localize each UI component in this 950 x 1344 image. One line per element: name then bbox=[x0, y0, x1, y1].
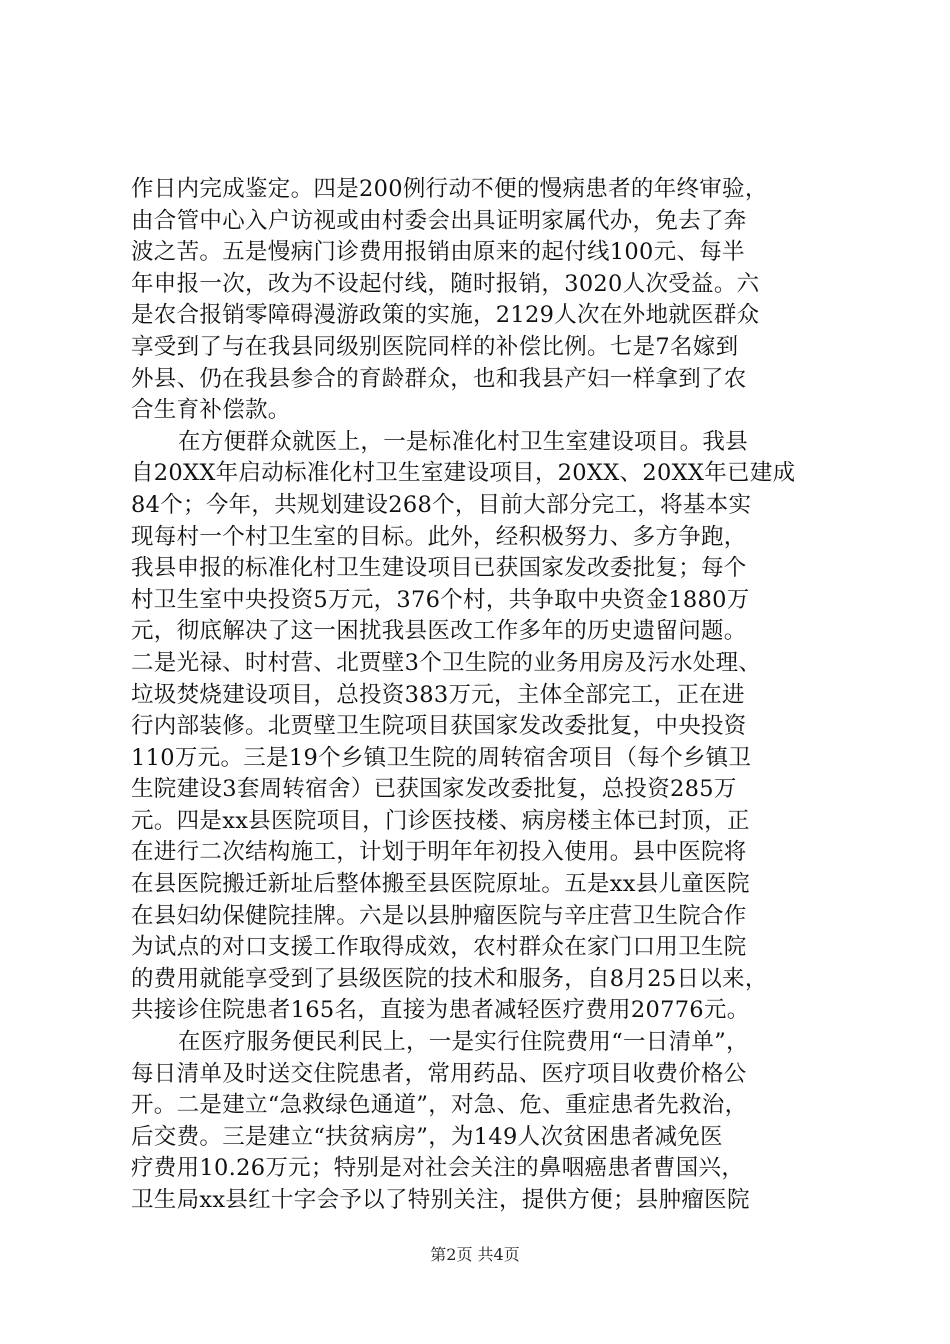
text-line: 合生育补偿款。 bbox=[131, 397, 291, 424]
text-line: 村卫生室中央投资5万元，376个村，共争取中央资金1880万 bbox=[131, 586, 750, 613]
text-line: 84个；今年，共规划建设268个，目前大部分完工，将基本实 bbox=[131, 491, 752, 518]
text-line: 共接诊住院患者165名，直接为患者减轻医疗费用20776元。 bbox=[131, 997, 750, 1024]
text-line: 在方便群众就医上，一是标准化村卫生室建设项目。我县 bbox=[178, 428, 749, 455]
text-line: 由合管中心入户访视或由村委会出具证明家属代办，免去了奔 bbox=[131, 207, 747, 234]
text-line: 在医疗服务便民利民上，一是实行住院费用“一日清单”， bbox=[178, 1029, 749, 1056]
text-line: 卫生局xx县红十字会予以了特别关注，提供方便；县肿瘤医院 bbox=[131, 1187, 750, 1213]
text-line: 作日内完成鉴定。四是200例行动不便的慢病患者的年终审验， bbox=[131, 176, 768, 202]
text-line: 元，彻底解决了这一困扰我县医改工作多年的历史遗留问题。 bbox=[131, 618, 747, 645]
text-line: 在进行二次结构施工，计划于明年年初投入使用。县中医院将 bbox=[131, 839, 747, 866]
paragraph bbox=[131, 1027, 831, 1217]
document-body bbox=[131, 174, 831, 1217]
text-line: 生院建设3套周转宿舍）已获国家发改委批复，总投资285万 bbox=[131, 776, 737, 803]
text-line: 开。二是建立“急救绿色通道”，对急、危、重症患者先救治， bbox=[131, 1092, 748, 1119]
text-line: 每日清单及时送交住院患者，常用药品、医疗项目收费价格公 bbox=[131, 1060, 747, 1087]
paragraph bbox=[131, 174, 831, 427]
text-line: 110万元。三是19个乡镇卫生院的周转宿舍项目（每个乡镇卫 bbox=[131, 744, 752, 771]
text-line: 在县妇幼保健院挂牌。六是以县肿瘤医院与辛庄营卫生院合作 bbox=[131, 902, 747, 929]
text-line: 自20XX年启动标准化村卫生室建设项目，20XX、20XX年已建成 bbox=[131, 460, 796, 487]
text-line: 疗费用10.26万元；特别是对社会关注的鼻咽癌患者曹国兴， bbox=[131, 1155, 745, 1182]
text-line: 二是光禄、时村营、北贾壁3个卫生院的业务用房及污水处理、 bbox=[131, 649, 762, 676]
text-line: 享受到了与在我县同级别医院同样的补偿比例。七是7名嫁到 bbox=[131, 333, 739, 360]
text-line: 的费用就能享受到了县级医院的技术和服务，自8月25日以来， bbox=[131, 965, 768, 992]
paragraph bbox=[131, 427, 831, 1027]
text-line: 在县医院搬迁新址后整体搬至县医院原址。五是xx县儿童医院 bbox=[131, 871, 750, 898]
text-line: 现每村一个村卫生室的目标。此外，经积极努力、多方争跑， bbox=[131, 523, 747, 550]
text-line: 为试点的对口支援工作取得成效，农村群众在家门口用卫生院 bbox=[131, 934, 747, 961]
page-number-label: 第2页 共4页 bbox=[430, 1245, 520, 1264]
text-line: 元。四是xx县医院项目，门诊医技楼、病房楼主体已封顶，正 bbox=[131, 807, 750, 834]
text-line: 是农合报销零障碍漫游政策的实施，2129人次在外地就医群众 bbox=[131, 302, 760, 329]
text-line: 波之苦。五是慢病门诊费用报销由原来的起付线100元、每半 bbox=[131, 239, 745, 266]
text-line: 外县、仍在我县参合的育龄群众，也和我县产妇一样拿到了农 bbox=[131, 365, 747, 392]
text-line: 后交费。三是建立“扶贫病房”，为149人次贫困患者减免医 bbox=[131, 1123, 723, 1150]
text-line: 我县申报的标准化村卫生建设项目已获国家发改委批复；每个 bbox=[131, 555, 747, 582]
page-footer bbox=[0, 1244, 950, 1266]
text-line: 年申报一次，改为不设起付线，随时报销，3020人次受益。六 bbox=[131, 270, 760, 297]
text-line: 行内部装修。北贾壁卫生院项目获国家发改委批复，中央投资 bbox=[131, 713, 747, 740]
text-line: 垃圾焚烧建设项目，总投资383万元，主体全部完工，正在进 bbox=[131, 681, 745, 708]
